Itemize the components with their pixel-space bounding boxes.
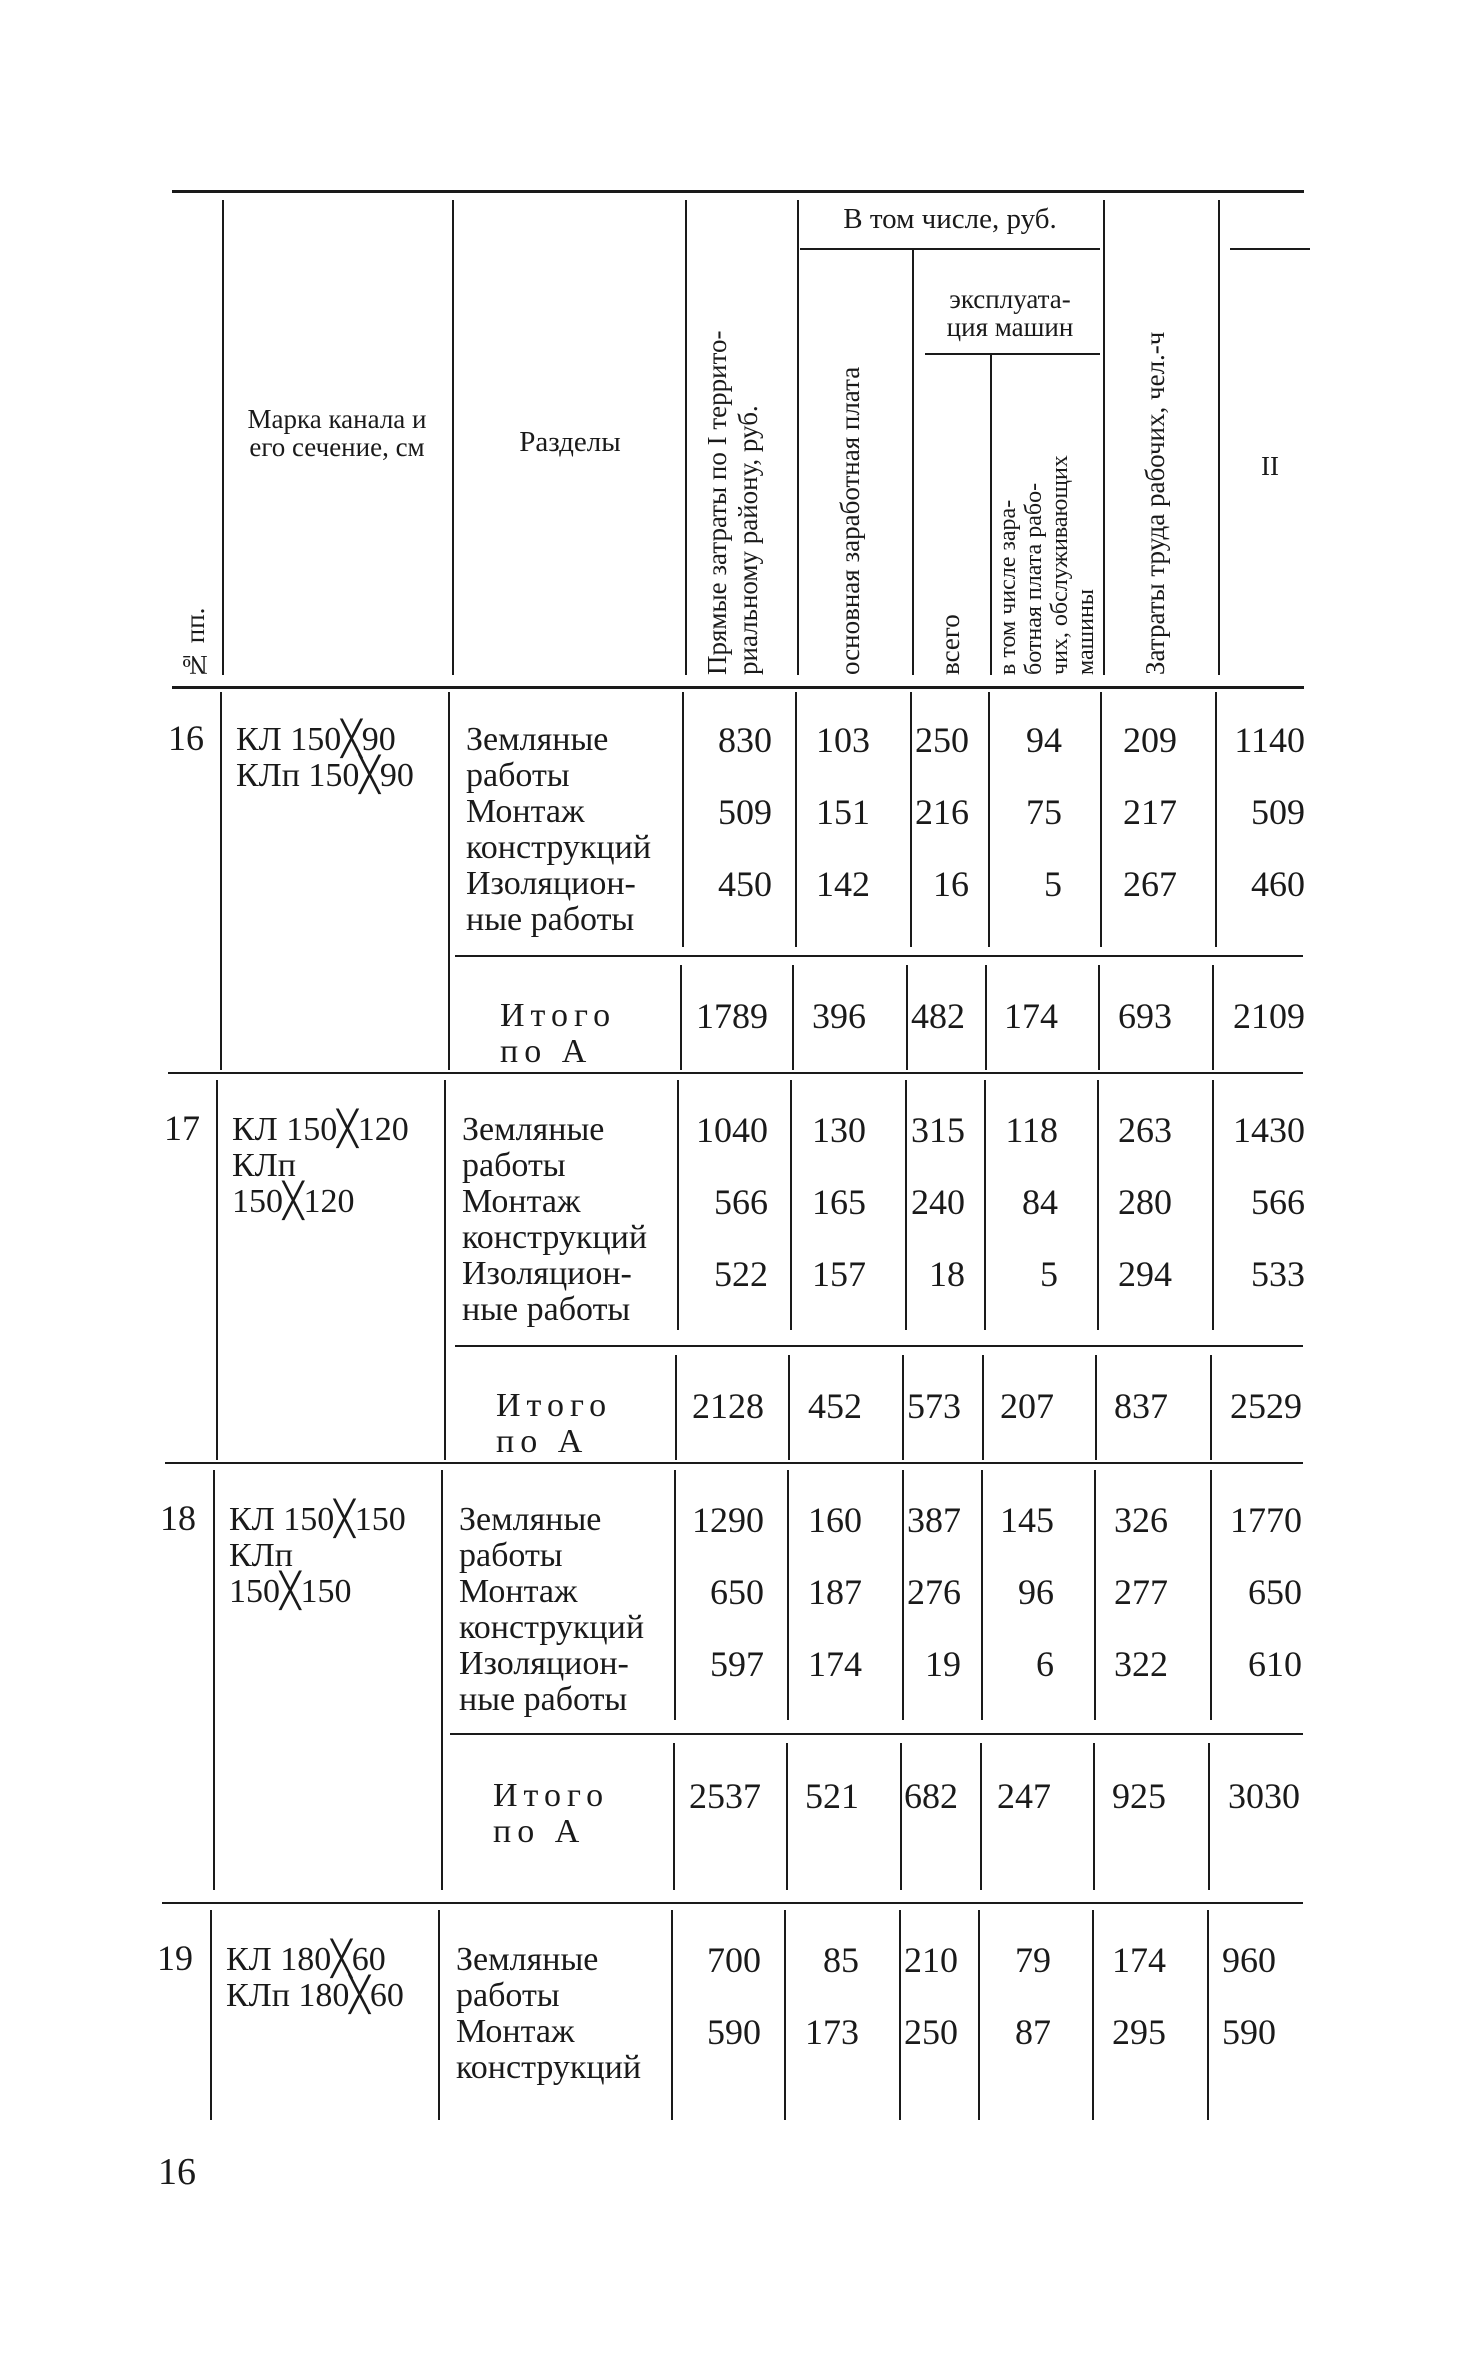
machine-wage: 5 [1044, 864, 1062, 904]
row-number: 16 [168, 718, 204, 758]
machine-total: 210 [904, 1940, 958, 1980]
section-name: Монтаж конструкций [459, 1573, 645, 1646]
column-ii-value: 650 [1248, 1572, 1302, 1612]
total-ii: 3030 [1228, 1776, 1300, 1816]
base-wage: 165 [812, 1182, 866, 1222]
base-wage: 160 [808, 1500, 862, 1540]
col-rule [448, 692, 450, 1070]
direct-cost: 522 [714, 1254, 768, 1294]
col-rule [790, 1080, 792, 1330]
column-ii-value: 610 [1248, 1644, 1302, 1684]
col-rule [905, 1080, 907, 1330]
machine-total: 240 [911, 1182, 965, 1222]
machine-total: 250 [915, 720, 969, 760]
row-number: 19 [157, 1938, 193, 1978]
labor-cost: 280 [1118, 1182, 1172, 1222]
machine-total: 216 [915, 792, 969, 832]
column-ii-value: 509 [1251, 792, 1305, 832]
total-ii: 2109 [1233, 996, 1305, 1036]
total-machine-wage: 247 [997, 1776, 1051, 1816]
section-name: Монтаж конструкций [462, 1183, 648, 1256]
column-ii-value: 1430 [1233, 1110, 1305, 1150]
col-rule [786, 1743, 788, 1890]
total-machine: 573 [907, 1386, 961, 1426]
col-rule [441, 1470, 443, 1890]
column-ii-value: 460 [1251, 864, 1305, 904]
section-name: Монтаж конструкций [466, 793, 652, 866]
base-wage: 103 [816, 720, 870, 760]
subtotal-rule [450, 1733, 1303, 1735]
direct-cost: 1040 [696, 1110, 768, 1150]
base-wage: 85 [823, 1940, 859, 1980]
group-rule [162, 1902, 1303, 1904]
col-rule [1100, 692, 1102, 947]
col-rule [671, 1910, 673, 2120]
col-rule [792, 965, 794, 1070]
total-wage: 521 [805, 1776, 859, 1816]
header-machine-total: всего [935, 614, 965, 675]
header-subrule [925, 353, 1100, 355]
col-rule [1093, 1743, 1095, 1890]
channel-mark: КЛ 150╳120 КЛп 150╳120 [232, 1111, 409, 1220]
direct-cost: 700 [707, 1940, 761, 1980]
col-rule [673, 1743, 675, 1890]
section-name: Монтаж конструкций [456, 2013, 642, 2086]
total-machine-wage: 207 [1000, 1386, 1054, 1426]
column-ii-value: 1140 [1234, 720, 1305, 760]
direct-cost: 1290 [692, 1500, 764, 1540]
group-rule [165, 1462, 1303, 1464]
direct-cost: 566 [714, 1182, 768, 1222]
labor-cost: 217 [1123, 792, 1177, 832]
total-direct: 2128 [692, 1386, 764, 1426]
col-rule [220, 692, 222, 1070]
direct-cost: 650 [710, 1572, 764, 1612]
labor-cost: 322 [1114, 1644, 1168, 1684]
labor-cost: 277 [1114, 1572, 1168, 1612]
machine-total: 16 [933, 864, 969, 904]
column-ii-value: 566 [1251, 1182, 1305, 1222]
total-wage: 452 [808, 1386, 862, 1426]
labor-cost: 295 [1112, 2012, 1166, 2052]
header-machine-wage: в том числе зара- ботная плата рабо- чих, обслуживающих машины [995, 455, 1099, 675]
base-wage: 130 [812, 1110, 866, 1150]
table-top-rule [172, 190, 1304, 193]
col-rule [682, 692, 684, 947]
header-ii: II [1261, 451, 1279, 481]
machine-total: 276 [907, 1572, 961, 1612]
machine-wage: 145 [1000, 1500, 1054, 1540]
row-number: 17 [164, 1108, 200, 1148]
labor-cost: 294 [1118, 1254, 1172, 1294]
base-wage: 173 [805, 2012, 859, 2052]
machine-total: 250 [904, 2012, 958, 2052]
total-label: Итого по А [496, 1387, 613, 1460]
header-divider [1218, 200, 1220, 675]
machine-wage: 118 [1005, 1110, 1058, 1150]
header-divider [912, 250, 914, 675]
col-rule [210, 1910, 212, 2120]
total-wage: 396 [812, 996, 866, 1036]
header-no: № пп. [180, 607, 210, 680]
total-labor: 693 [1118, 996, 1172, 1036]
channel-mark: КЛ 150╳90 КЛп 150╳90 [236, 721, 414, 794]
machine-wage: 94 [1026, 720, 1062, 760]
total-machine: 682 [904, 1776, 958, 1816]
header-divider [1103, 200, 1105, 675]
labor-cost: 267 [1123, 864, 1177, 904]
col-rule [438, 1910, 440, 2120]
section-name: Земляные работы [462, 1111, 605, 1184]
direct-cost: 450 [718, 864, 772, 904]
header-bottom-rule [172, 686, 1304, 689]
section-name: Земляные работы [459, 1501, 602, 1574]
header-mark: Марка канала и его сечение, см [247, 404, 427, 462]
base-wage: 142 [816, 864, 870, 904]
total-label: Итого по А [500, 997, 617, 1070]
col-rule [795, 692, 797, 947]
col-rule [216, 1080, 218, 1460]
col-rule [674, 1470, 676, 1720]
header-divider [990, 355, 992, 675]
header-sections: Разделы [519, 426, 621, 458]
col-rule [787, 1470, 789, 1720]
machine-wage: 75 [1026, 792, 1062, 832]
section-name: Изоляцион- ные работы [462, 1255, 632, 1328]
machine-wage: 87 [1015, 2012, 1051, 2052]
col-rule [680, 965, 682, 1070]
channel-mark: КЛ 180╳60 КЛп 180╳60 [226, 1941, 404, 2014]
col-rule [980, 1743, 982, 1890]
col-rule [1207, 1910, 1209, 2120]
col-rule [1212, 965, 1214, 1070]
total-machine-wage: 174 [1004, 996, 1058, 1036]
base-wage: 157 [812, 1254, 866, 1294]
header-divider [452, 200, 454, 675]
machine-wage: 6 [1036, 1644, 1054, 1684]
base-wage: 151 [816, 792, 870, 832]
col-rule [1215, 692, 1217, 947]
row-number: 18 [160, 1498, 196, 1538]
section-name: Земляные работы [466, 721, 609, 794]
direct-cost: 830 [718, 720, 772, 760]
header-divider [222, 200, 224, 675]
header-divider [685, 200, 687, 675]
base-wage: 174 [808, 1644, 862, 1684]
direct-cost: 597 [710, 1644, 764, 1684]
labor-cost: 174 [1112, 1940, 1166, 1980]
header-subrule [1230, 248, 1310, 250]
total-direct: 2537 [689, 1776, 761, 1816]
header-including: В том числе, руб. [843, 203, 1057, 235]
col-rule [677, 1080, 679, 1330]
group-rule [168, 1072, 1303, 1074]
column-ii-value: 533 [1251, 1254, 1305, 1294]
col-rule [675, 1355, 677, 1460]
header-direct: Прямые затраты по I террито- риальному району, руб. [702, 330, 763, 675]
page-number: 16 [158, 2151, 196, 2193]
labor-cost: 209 [1123, 720, 1177, 760]
total-labor: 925 [1112, 1776, 1166, 1816]
labor-cost: 326 [1114, 1500, 1168, 1540]
col-rule [1097, 1080, 1099, 1330]
section-name: Изоляцион- ные работы [466, 865, 636, 938]
base-wage: 187 [808, 1572, 862, 1612]
machine-total: 387 [907, 1500, 961, 1540]
direct-cost: 509 [718, 792, 772, 832]
machine-wage: 96 [1018, 1572, 1054, 1612]
header-subrule [800, 248, 1100, 250]
total-direct: 1789 [696, 996, 768, 1036]
machine-wage: 84 [1022, 1182, 1058, 1222]
column-ii-value: 590 [1222, 2012, 1276, 2052]
total-labor: 837 [1114, 1386, 1168, 1426]
subtotal-rule [455, 1345, 1303, 1347]
col-rule [213, 1470, 215, 1890]
col-rule [1212, 1080, 1214, 1330]
direct-cost: 590 [707, 2012, 761, 2052]
col-rule [788, 1355, 790, 1460]
header-divider [797, 200, 799, 675]
total-label: Итого по А [493, 1777, 610, 1850]
column-ii-value: 1770 [1230, 1500, 1302, 1540]
col-rule [900, 1743, 902, 1890]
col-rule [1208, 1743, 1210, 1890]
total-ii: 2529 [1230, 1386, 1302, 1426]
subtotal-rule [455, 955, 1303, 957]
machine-wage: 5 [1040, 1254, 1058, 1294]
header-machine: эксплуата- ция машин [946, 284, 1074, 342]
channel-mark: КЛ 150╳150 КЛп 150╳150 [229, 1501, 406, 1610]
machine-total: 18 [929, 1254, 965, 1294]
col-rule [444, 1080, 446, 1460]
col-rule [784, 1910, 786, 2120]
machine-wage: 79 [1015, 1940, 1051, 1980]
labor-cost: 263 [1118, 1110, 1172, 1150]
section-name: Земляные работы [456, 1941, 599, 2014]
section-name: Изоляцион- ные работы [459, 1645, 629, 1718]
header-labor: Затраты труда рабочих, чел.-ч [1140, 331, 1170, 675]
column-ii-value: 960 [1222, 1940, 1276, 1980]
machine-total: 19 [925, 1644, 961, 1684]
header-wage: основная заработная плата [835, 366, 865, 675]
total-machine: 482 [911, 996, 965, 1036]
machine-total: 315 [911, 1110, 965, 1150]
